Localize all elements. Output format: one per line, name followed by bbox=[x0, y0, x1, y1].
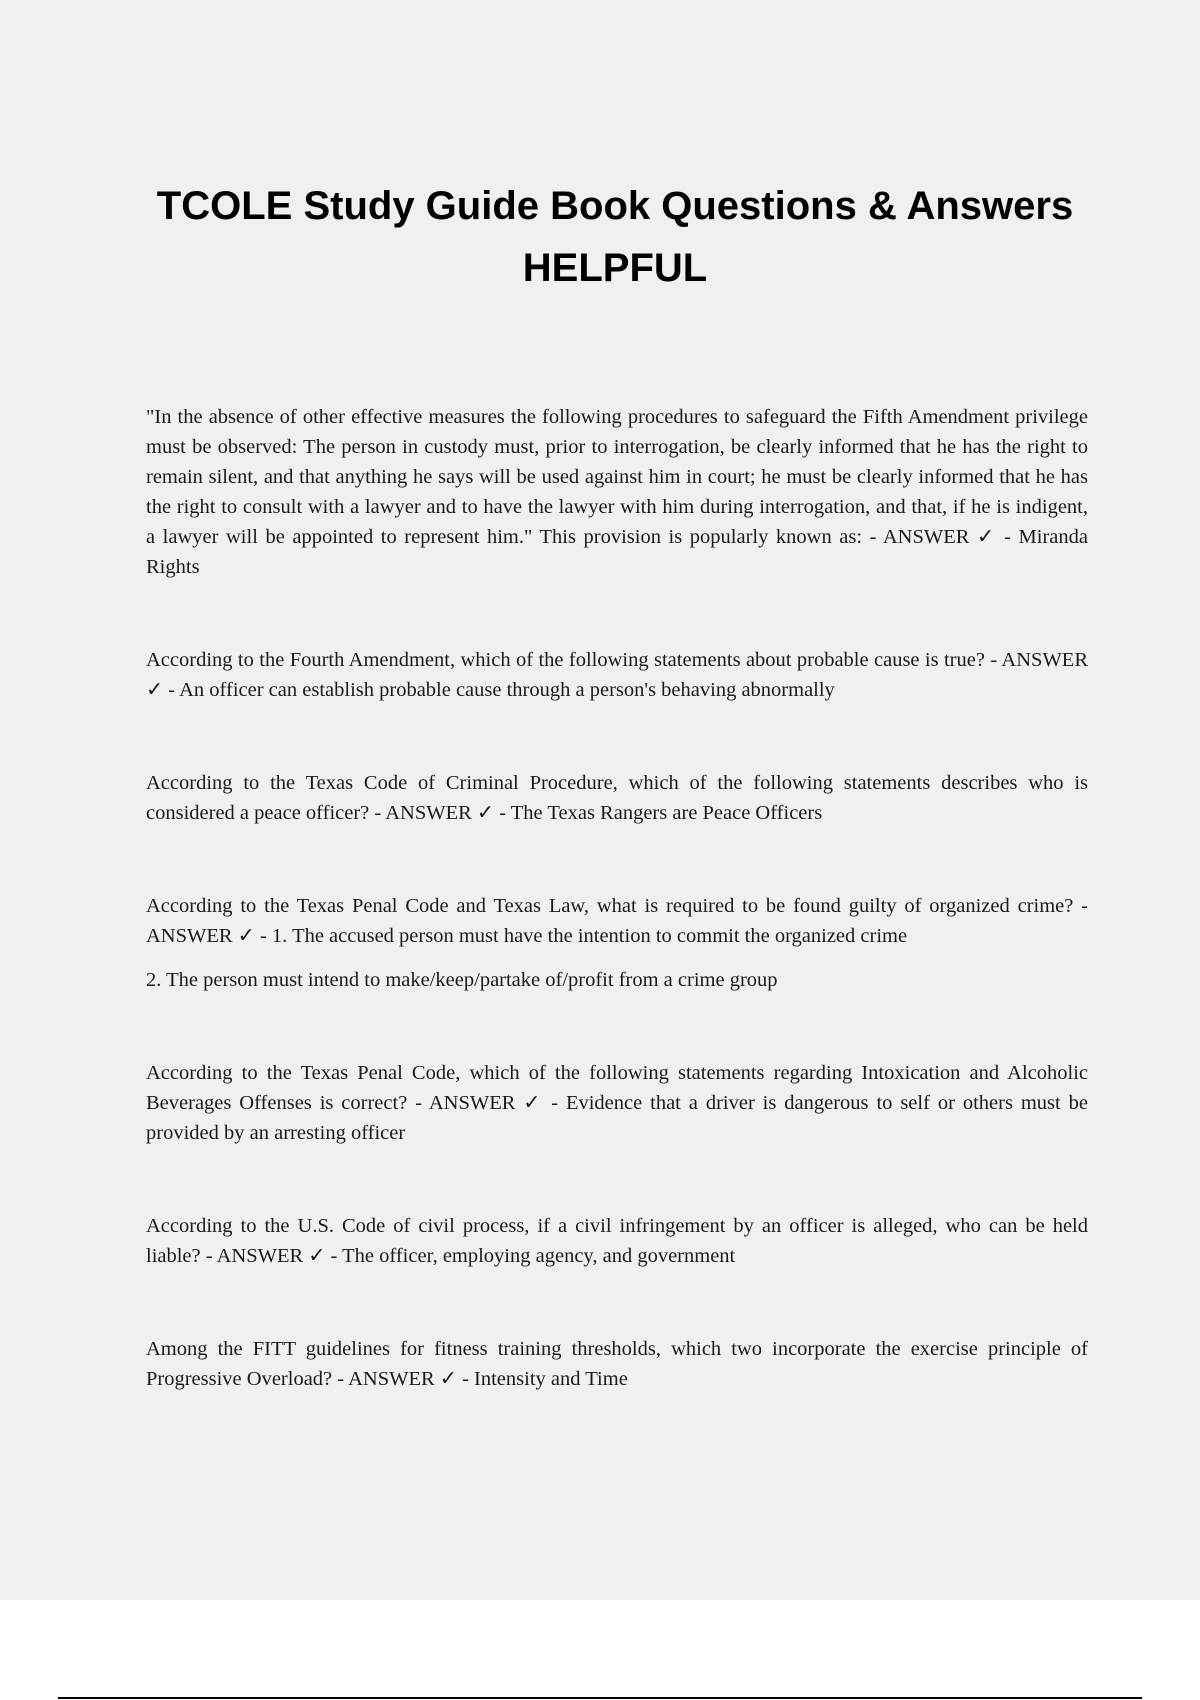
qa-text: "In the absence of other effective measures the following procedures to safeguard the Fifth Amendment privilege must be observed: The person in custody must, prior to interrogation, be clearly informed that he has the right to remain silent, and that anything he says will be used against him in court; he must be clearly informed that he has the right to consult with a lawyer and to have the lawyer with him during interrogation, and that, if he is indigent, a lawyer will be appointed to represent him." This provision is popularly known as: - ANSWER ✓ - Miranda Rights bbox=[146, 406, 1088, 578]
qa-list bbox=[146, 402, 1088, 1457]
qa-item bbox=[146, 402, 1088, 582]
qa-text: Among the FITT guidelines for fitness training thresholds, which two incorporate the exercise principle of Progressive Overload? - ANSWER ✓ - Intensity and Time bbox=[146, 1338, 1088, 1390]
document-title: TCOLE Study Guide Book Questions & Answers HELPFUL bbox=[156, 183, 1074, 290]
footer-divider bbox=[58, 1697, 1142, 1699]
qa-item bbox=[146, 645, 1088, 705]
qa-text: According to the Texas Penal Code and Texas Law, what is required to be found guilty of organized crime? - ANSWER ✓ - 1. The accused person must have the intention to commit the organized crime bbox=[146, 895, 1088, 947]
qa-text: According to the Texas Penal Code, which of the following statements regarding Intoxication and Alcoholic Beverages Offenses is correct? - ANSWER ✓ - Evidence that a driver is dangerous to self or others must be provided by an arresting officer bbox=[146, 1062, 1088, 1144]
qa-text: According to the Fourth Amendment, which of the following statements about probable cause is true? - ANSWER ✓ - An officer can establish probable cause through a person's behaving abnormally bbox=[146, 649, 1088, 701]
qa-item bbox=[146, 768, 1088, 828]
qa-item bbox=[146, 1058, 1088, 1148]
qa-text: According to the U.S. Code of civil process, if a civil infringement by an officer is alleged, who can be held liable? - ANSWER ✓ - The officer, employing agency, and government bbox=[146, 1215, 1088, 1267]
qa-text: According to the Texas Code of Criminal Procedure, which of the following statements describes who is considered a peace officer? - ANSWER ✓ - The Texas Rangers are Peace Officers bbox=[146, 772, 1088, 824]
qa-continuation: 2. The person must intend to make/keep/partake of/profit from a crime group bbox=[146, 969, 778, 991]
qa-item bbox=[146, 1334, 1088, 1394]
qa-item bbox=[146, 1211, 1088, 1271]
qa-item bbox=[146, 891, 1088, 995]
